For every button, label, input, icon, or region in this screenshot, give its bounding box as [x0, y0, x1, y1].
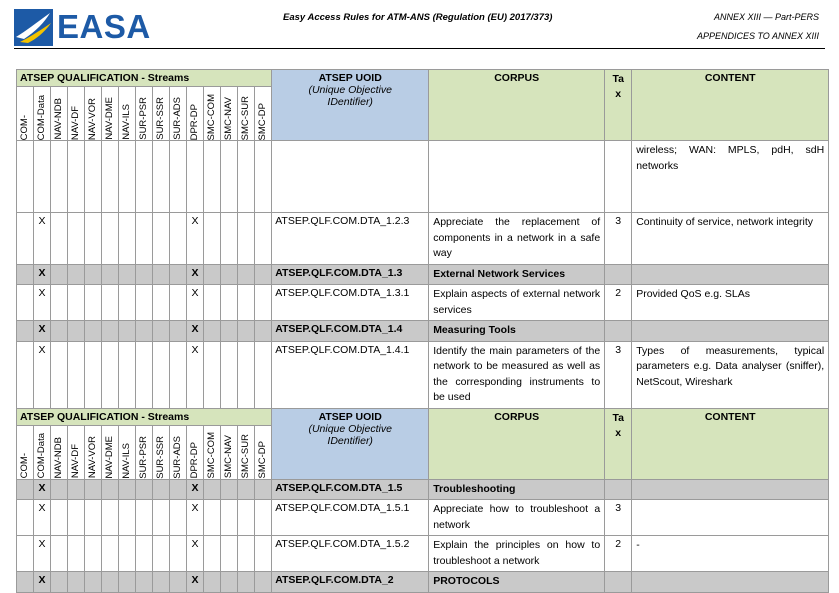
uoid-title: ATSEP UOID	[318, 72, 382, 84]
stream-label: DPR-DP	[189, 103, 200, 140]
stream-cell	[51, 141, 68, 213]
corpus-cell: PROTOCOLS	[429, 572, 605, 593]
stream-column-header	[255, 87, 272, 141]
stream-cell	[238, 213, 255, 265]
stream-label: SMC-SUR	[240, 95, 251, 140]
uoid-cell	[272, 141, 429, 213]
table-row	[17, 264, 829, 285]
stream-cell	[153, 213, 170, 265]
stream-cell	[17, 341, 34, 408]
stream-cell	[255, 536, 272, 572]
stream-column-header	[17, 425, 34, 479]
tax-cell	[605, 479, 632, 500]
stream-column-header	[68, 425, 85, 479]
com-data-mark: X	[34, 536, 51, 572]
com-data-mark: X	[34, 321, 51, 342]
table-row	[17, 572, 829, 593]
stream-column-header	[136, 425, 153, 479]
stream-column-header	[85, 425, 102, 479]
stream-column-header	[34, 87, 51, 141]
uoid-header	[272, 408, 429, 479]
stream-cell	[85, 321, 102, 342]
stream-label: SMC-DP	[257, 441, 268, 479]
stream-label: COM-Data	[36, 433, 47, 479]
stream-column-header	[221, 425, 238, 479]
stream-cell	[68, 321, 85, 342]
stream-cell	[51, 213, 68, 265]
stream-cell	[170, 536, 187, 572]
stream-cell	[51, 264, 68, 285]
stream-cell	[51, 572, 68, 593]
stream-cell	[17, 264, 34, 285]
corpus-cell: Identify the main parameters of the network to be measured as well as the corresponding instruments to be used	[429, 341, 605, 408]
stream-cell	[68, 572, 85, 593]
stream-cell	[102, 141, 119, 213]
dpr-dp-mark: X	[187, 321, 204, 342]
stream-cell	[204, 341, 221, 408]
stream-cell	[17, 536, 34, 572]
stream-cell	[238, 285, 255, 321]
stream-cell	[68, 500, 85, 536]
stream-cell	[17, 572, 34, 593]
stream-column-header	[170, 87, 187, 141]
stream-cell	[51, 321, 68, 342]
header-divider	[14, 48, 825, 49]
table-row	[17, 500, 829, 536]
stream-cell	[153, 572, 170, 593]
stream-cell	[238, 264, 255, 285]
stream-cell	[221, 285, 238, 321]
stream-cell	[221, 572, 238, 593]
stream-label: SMC-NAV	[223, 435, 234, 479]
corpus-cell	[429, 141, 605, 213]
stream-cell	[153, 285, 170, 321]
stream-cell	[119, 536, 136, 572]
logo-text: EASA	[57, 8, 151, 45]
stream-label: SUR-PSR	[138, 435, 149, 479]
table-row	[17, 321, 829, 342]
com-data-mark: X	[34, 479, 51, 500]
stream-column-header	[187, 87, 204, 141]
stream-cell	[153, 341, 170, 408]
dpr-dp-mark: X	[187, 213, 204, 265]
tax-header	[605, 70, 632, 141]
stream-cell	[255, 572, 272, 593]
content-cell	[632, 572, 829, 593]
stream-column-header	[68, 87, 85, 141]
stream-label: NAV-DF	[70, 105, 81, 140]
stream-column-header	[102, 425, 119, 479]
stream-cell	[119, 264, 136, 285]
stream-cell	[68, 285, 85, 321]
stream-cell	[85, 213, 102, 265]
dpr-dp-mark: X	[187, 264, 204, 285]
stream-cell	[153, 321, 170, 342]
com-data-mark: X	[34, 213, 51, 265]
stream-cell	[255, 321, 272, 342]
stream-cell	[153, 479, 170, 500]
stream-cell	[221, 213, 238, 265]
stream-label: SMC-SUR	[240, 434, 251, 479]
stream-column-header	[119, 425, 136, 479]
uoid-cell: ATSEP.QLF.COM.DTA_1.5	[272, 479, 429, 500]
stream-cell	[170, 500, 187, 536]
stream-cell	[170, 285, 187, 321]
stream-cell	[119, 500, 136, 536]
corpus-cell: External Network Services	[429, 264, 605, 285]
stream-cell	[170, 141, 187, 213]
stream-cell	[119, 321, 136, 342]
stream-label: SUR-ADS	[172, 435, 183, 479]
tax-header-line2: x	[615, 88, 622, 100]
table-row	[17, 141, 829, 213]
stream-cell	[51, 285, 68, 321]
corpus-header: CORPUS	[429, 70, 605, 141]
stream-cell	[255, 500, 272, 536]
atsep-qualification-table	[16, 69, 829, 593]
qualification-streams-header: ATSEP QUALIFICATION - Streams	[17, 408, 272, 425]
stream-column-header	[51, 425, 68, 479]
content-cell	[632, 321, 829, 342]
stream-column-header	[136, 87, 153, 141]
stream-cell	[238, 141, 255, 213]
stream-cell	[238, 500, 255, 536]
stream-cell	[119, 213, 136, 265]
stream-label: SMC-COM	[206, 432, 217, 479]
stream-cell	[85, 500, 102, 536]
stream-cell	[102, 500, 119, 536]
stream-cell	[136, 536, 153, 572]
stream-cell	[136, 341, 153, 408]
uoid-cell: ATSEP.QLF.COM.DTA_1.4.1	[272, 341, 429, 408]
table-row	[17, 213, 829, 265]
stream-label: NAV-DME	[104, 97, 115, 140]
content-cell	[632, 264, 829, 285]
uoid-cell: ATSEP.QLF.COM.DTA_1.5.2	[272, 536, 429, 572]
stream-cell	[221, 479, 238, 500]
stream-cell	[204, 572, 221, 593]
stream-cell	[204, 536, 221, 572]
stream-cell	[119, 572, 136, 593]
uoid-subtitle-1: (Unique Objective	[308, 84, 392, 96]
stream-label: NAV-NDB	[53, 436, 64, 479]
corpus-cell: Measuring Tools	[429, 321, 605, 342]
table-row	[17, 285, 829, 321]
stream-column-header	[34, 425, 51, 479]
stream-column-header	[153, 425, 170, 479]
stream-label: NAV-DME	[104, 435, 115, 479]
stream-cell	[170, 213, 187, 265]
uoid-subtitle-2: IDentifier)	[327, 434, 373, 447]
stream-label: DPR-DP	[189, 442, 200, 479]
stream-cell	[238, 479, 255, 500]
stream-label: NAV-ILS	[121, 104, 132, 140]
dpr-dp-mark	[187, 141, 204, 213]
stream-cell	[153, 500, 170, 536]
stream-cell	[238, 536, 255, 572]
uoid-cell: ATSEP.QLF.COM.DTA_1.5.1	[272, 500, 429, 536]
uoid-cell: ATSEP.QLF.COM.DTA_1.2.3	[272, 213, 429, 265]
content-cell: Types of measurements, typical parameters e.g. Data analyser (sniffer), NetScout, Wireshark	[632, 341, 829, 408]
stream-cell	[85, 536, 102, 572]
stream-cell	[17, 479, 34, 500]
table-row	[17, 536, 829, 572]
stream-cell	[204, 479, 221, 500]
stream-cell	[204, 321, 221, 342]
tax-cell	[605, 264, 632, 285]
stream-cell	[136, 479, 153, 500]
stream-cell	[68, 264, 85, 285]
stream-cell	[238, 341, 255, 408]
stream-cell	[51, 479, 68, 500]
corpus-header: CORPUS	[429, 408, 605, 479]
stream-cell	[255, 141, 272, 213]
uoid-cell: ATSEP.QLF.COM.DTA_2	[272, 572, 429, 593]
stream-cell	[170, 264, 187, 285]
stream-cell	[204, 500, 221, 536]
content-cell: Provided QoS e.g. SLAs	[632, 285, 829, 321]
stream-cell	[255, 479, 272, 500]
uoid-cell: ATSEP.QLF.COM.DTA_1.3	[272, 264, 429, 285]
tax-cell: 2	[605, 536, 632, 572]
stream-label: SMC-DP	[257, 102, 268, 140]
stream-column-header	[204, 87, 221, 141]
com-data-mark: X	[34, 264, 51, 285]
stream-column-header	[170, 425, 187, 479]
stream-column-header	[153, 87, 170, 141]
stream-cell	[17, 321, 34, 342]
stream-cell	[221, 341, 238, 408]
uoid-subtitle-2: IDentifier)	[327, 96, 373, 108]
uoid-subtitle-1: (Unique Objective	[308, 422, 392, 435]
stream-cell	[85, 285, 102, 321]
stream-label: NAV-VOR	[87, 436, 98, 479]
stream-cell	[119, 285, 136, 321]
dpr-dp-mark: X	[187, 500, 204, 536]
stream-cell	[102, 536, 119, 572]
stream-cell	[255, 264, 272, 285]
table-row	[17, 479, 829, 500]
stream-label: COM-	[19, 114, 30, 140]
stream-column-header	[238, 425, 255, 479]
stream-cell	[153, 264, 170, 285]
stream-cell	[85, 341, 102, 408]
dpr-dp-mark: X	[187, 479, 204, 500]
stream-cell	[85, 264, 102, 285]
stream-column-header	[238, 87, 255, 141]
dpr-dp-mark: X	[187, 536, 204, 572]
stream-cell	[102, 479, 119, 500]
stream-cell	[136, 264, 153, 285]
stream-cell	[119, 141, 136, 213]
annex-label: ANNEX XIII — Part-PERS	[713, 12, 819, 22]
com-data-mark	[34, 141, 51, 213]
appendix-label: APPENDICES TO ANNEX XIII	[696, 31, 819, 41]
stream-cell	[221, 321, 238, 342]
stream-cell	[153, 141, 170, 213]
tax-cell: 3	[605, 500, 632, 536]
stream-cell	[119, 479, 136, 500]
stream-cell	[204, 141, 221, 213]
qualification-streams-header: ATSEP QUALIFICATION - Streams	[17, 70, 272, 87]
stream-cell	[102, 572, 119, 593]
easa-logo	[14, 8, 151, 46]
uoid-cell: ATSEP.QLF.COM.DTA_1.3.1	[272, 285, 429, 321]
stream-cell	[17, 213, 34, 265]
stream-label: NAV-VOR	[87, 97, 98, 140]
stream-cell	[153, 536, 170, 572]
tax-cell: 3	[605, 213, 632, 265]
com-data-mark: X	[34, 285, 51, 321]
stream-cell	[255, 213, 272, 265]
easa-wing-icon	[14, 9, 53, 46]
stream-cell	[136, 213, 153, 265]
corpus-cell: Troubleshooting	[429, 479, 605, 500]
stream-cell	[136, 500, 153, 536]
uoid-cell: ATSEP.QLF.COM.DTA_1.4	[272, 321, 429, 342]
stream-cell	[119, 341, 136, 408]
stream-cell	[68, 213, 85, 265]
stream-column-header	[17, 87, 34, 141]
stream-label: SUR-ADS	[172, 97, 183, 140]
stream-cell	[204, 285, 221, 321]
com-data-mark: X	[34, 500, 51, 536]
tax-cell: 2	[605, 285, 632, 321]
stream-cell	[221, 500, 238, 536]
stream-cell	[204, 264, 221, 285]
stream-cell	[102, 213, 119, 265]
stream-cell	[238, 321, 255, 342]
dpr-dp-mark: X	[187, 341, 204, 408]
stream-cell	[85, 141, 102, 213]
stream-cell	[17, 141, 34, 213]
stream-label: COM-	[19, 453, 30, 479]
corpus-cell: Explain aspects of external network services	[429, 285, 605, 321]
stream-cell	[136, 321, 153, 342]
tax-cell: 3	[605, 341, 632, 408]
tax-header	[605, 408, 632, 479]
com-data-mark: X	[34, 341, 51, 408]
corpus-cell: Explain the principles on how to troubleshoot a network	[429, 536, 605, 572]
stream-cell	[255, 285, 272, 321]
stream-cell	[102, 285, 119, 321]
stream-cell	[238, 572, 255, 593]
content-header: CONTENT	[632, 408, 829, 479]
content-cell: Continuity of service, network integrity	[632, 213, 829, 265]
stream-column-header	[85, 87, 102, 141]
uoid-title: ATSEP UOID	[318, 410, 382, 423]
stream-cell	[102, 341, 119, 408]
table-row	[17, 341, 829, 408]
tax-header-line2: x	[615, 426, 622, 439]
stream-cell	[136, 141, 153, 213]
content-cell	[632, 500, 829, 536]
header-row	[17, 408, 829, 425]
stream-cell	[85, 479, 102, 500]
stream-column-header	[255, 425, 272, 479]
com-data-mark: X	[34, 572, 51, 593]
content-cell: -	[632, 536, 829, 572]
header-row	[17, 70, 829, 87]
tax-cell	[605, 572, 632, 593]
stream-column-header	[119, 87, 136, 141]
stream-cell	[68, 536, 85, 572]
tax-header-line1: Ta	[612, 73, 624, 85]
tax-cell	[605, 141, 632, 213]
stream-cell	[255, 341, 272, 408]
stream-column-header	[221, 87, 238, 141]
stream-column-header	[51, 87, 68, 141]
document-title: Easy Access Rules for ATM-ANS (Regulation (EU) 2017/373)	[283, 12, 553, 23]
tax-header-line1: Ta	[612, 411, 624, 424]
stream-cell	[51, 536, 68, 572]
stream-cell	[221, 141, 238, 213]
stream-column-header	[102, 87, 119, 141]
content-cell	[632, 479, 829, 500]
content-header: CONTENT	[632, 70, 829, 141]
corpus-cell: Appreciate how to troubleshoot a network	[429, 500, 605, 536]
stream-column-header	[204, 425, 221, 479]
dpr-dp-mark: X	[187, 285, 204, 321]
tax-cell	[605, 321, 632, 342]
stream-cell	[136, 572, 153, 593]
stream-cell	[170, 479, 187, 500]
stream-label: COM-Data	[36, 94, 47, 140]
stream-label: SMC-NAV	[223, 96, 234, 140]
stream-cell	[17, 500, 34, 536]
stream-cell	[221, 264, 238, 285]
stream-label: SUR-PSR	[138, 97, 149, 140]
uoid-header	[272, 70, 429, 141]
corpus-cell: Appreciate the replacement of components in a network in a safe way	[429, 213, 605, 265]
stream-label: NAV-DF	[70, 444, 81, 479]
stream-column-header	[187, 425, 204, 479]
stream-cell	[102, 264, 119, 285]
stream-cell	[51, 500, 68, 536]
stream-cell	[102, 321, 119, 342]
stream-label: SMC-COM	[206, 93, 217, 140]
stream-cell	[136, 285, 153, 321]
stream-cell	[51, 341, 68, 408]
stream-cell	[170, 341, 187, 408]
stream-cell	[68, 479, 85, 500]
stream-label: SUR-SSR	[155, 97, 166, 140]
dpr-dp-mark: X	[187, 572, 204, 593]
stream-cell	[170, 572, 187, 593]
stream-cell	[221, 536, 238, 572]
content-cell: wireless; WAN: MPLS, pdH, sdH networks	[632, 141, 829, 213]
stream-label: NAV-ILS	[121, 442, 132, 479]
stream-cell	[204, 213, 221, 265]
stream-cell	[85, 572, 102, 593]
stream-cell	[170, 321, 187, 342]
stream-cell	[17, 285, 34, 321]
stream-cell	[68, 341, 85, 408]
stream-cell	[68, 141, 85, 213]
stream-label: NAV-NDB	[53, 98, 64, 140]
stream-label: SUR-SSR	[155, 435, 166, 479]
